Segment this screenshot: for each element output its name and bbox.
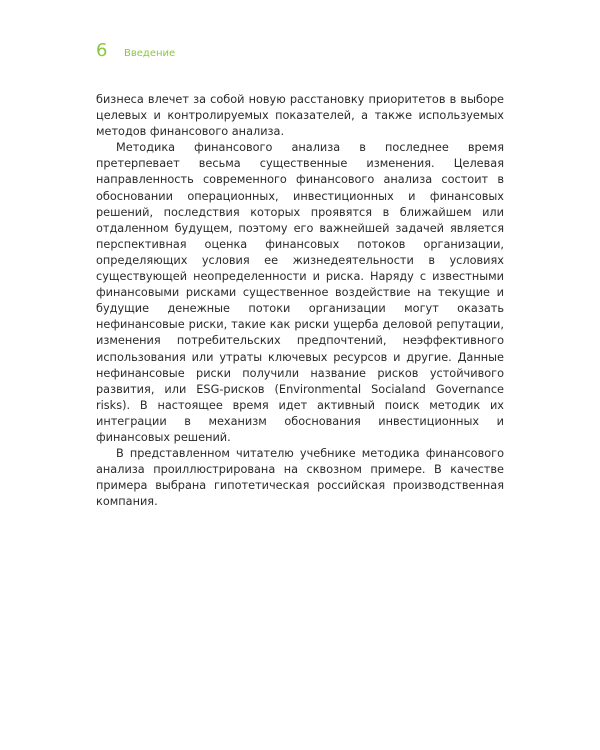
paragraph-methodology: Методика финансового анализа в последнее время претерпевает весьма существенные изменения. Целевая направленность современного финансового анализа состоит в обосновании операционных, инвестиционных и финансовых решений, последствия которых проявятся в ближайшем или отдаленном будущем, поэтому его важнейшей задачей является перспективная оценка финансовых потоков организации, определяющих условия ее жизнедеятельности в условиях существующей неопределенности и риска. Наряду с известными финансовыми рисками существенное воздействие на текущие и будущие денежные потоки организации могут оказать нефинансовые риски, такие как риски ущерба деловой репутации, изменения потребительских предпочтений, неэффективного использования или утраты ключевых ресурсов и другие. Данные нефинансовые риски получили название рисков устойчивого развития, или ESG-рисков (Environmental Socialand Governance risks). В настоящее время идет активный поиск методик их интеграции в механизм обоснования инвестиционных и финансовых решений.: [96, 141, 504, 444]
paragraph-textbook-example: В представленном читателю учебнике методика финансового анализа проиллюстрирована на сквозном примере. В качестве примера выбрана гипотетическая российская производственная компания.: [96, 447, 504, 509]
page-header: [96, 40, 175, 61]
paragraph-continued: бизнеса влечет за собой новую расстановку приоритетов в выборе целевых и контролируемых показателей, а также используемых методов финансового анализа.: [96, 93, 504, 139]
running-section-title: Введение: [124, 48, 176, 59]
page-number: 6: [96, 40, 108, 61]
body-text: [96, 92, 504, 510]
